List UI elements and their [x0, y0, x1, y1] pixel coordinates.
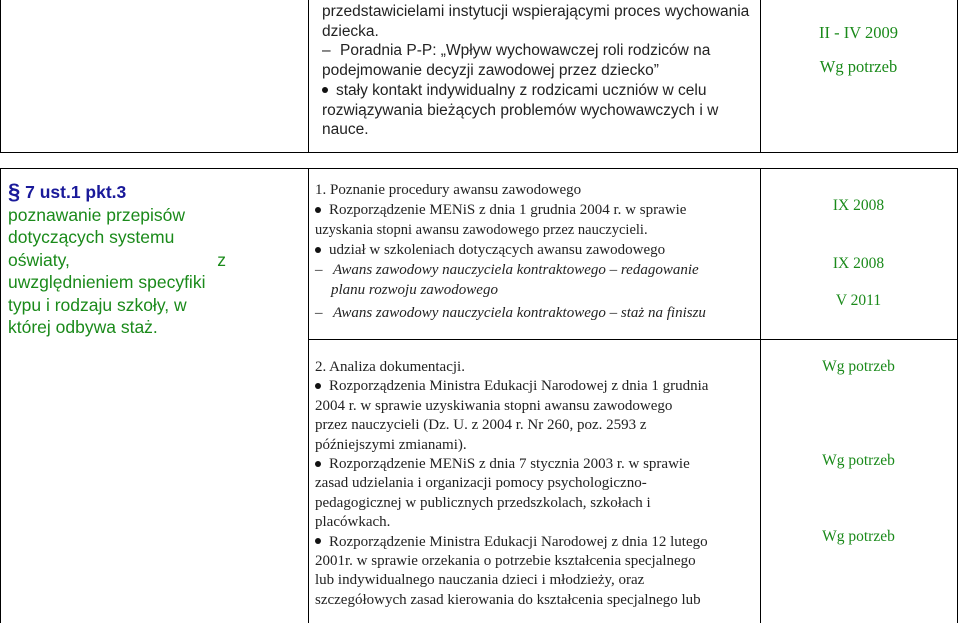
top-activity-text [322, 2, 760, 140]
text-line: poznawanie przepisów [8, 204, 186, 225]
bullet-icon [315, 383, 321, 389]
text-line: planu rozwoju zawodowego [331, 282, 498, 298]
table-divider-2-mid [760, 168, 761, 623]
bullet-icon [322, 87, 328, 93]
table-subrow-divider [308, 339, 958, 340]
dash-item: – Awans zawodowy nauczyciela kontraktowego – staż na finiszu [315, 305, 706, 321]
bullet-icon [315, 461, 321, 467]
text-line: nauce. [322, 121, 369, 139]
procedure-section [315, 180, 755, 323]
analysis-date-3: Wg potrzeb [822, 528, 895, 545]
analysis-date-2: Wg potrzeb [822, 452, 895, 469]
text-line: lub indywidualnego nauczania dzieci i młodzieży, oraz [315, 572, 645, 589]
text-line: przez nauczycieli (Dz. U. z 2004 r. Nr 260, poz. 2593 z [315, 417, 647, 434]
analysis-date-1: Wg potrzeb [822, 358, 895, 375]
table-divider-1-top [308, 0, 309, 153]
date-text: V 2011 [835, 292, 882, 309]
dash-item: – Awans zawodowy nauczyciela kontraktowego – redagowanie [315, 262, 699, 278]
text-line: przedstawicielami instytucji wspierającymi proces wychowania [322, 3, 750, 20]
date-text: IX 2008 [832, 255, 885, 272]
text-line: dotyczących systemu [8, 227, 175, 247]
text-line: rozwiązywania bieżących problemów wychowawczych i w [322, 101, 719, 119]
text-line: zasad udzielania i organizacji pomocy psychologiczno- [315, 475, 647, 492]
text-line: oświaty, z [8, 249, 226, 270]
bullet-item: udział w szkoleniach dotyczących awansu zawodowego [315, 240, 755, 260]
bullet-icon [315, 247, 321, 253]
text-line: pedagogicznej w publicznych przedszkolach, szkołach i [315, 494, 651, 511]
text-line: 2001r. w sprawie orzekania o potrzebie kształcenia specjalnego [315, 553, 696, 570]
text-line: dziecka. [322, 22, 379, 40]
section-description [8, 181, 226, 339]
text-line: placówkach. [315, 514, 391, 531]
date-text: IX 2008 [832, 197, 885, 214]
table-border-left [0, 0, 1, 153]
bullet-item: Rozporządzenia Ministra Edukacji Narodowej z dnia 1 grudnia [315, 377, 755, 396]
text-line: późniejszymi zmianami). [315, 436, 467, 453]
table-border-left-mid [0, 168, 1, 623]
text-line: podejmowanie decyzji zawodowej przez dziecko” [322, 62, 659, 80]
bullet-item: Rozporządzenie MENiS z dnia 1 grudnia 2004 r. w sprawie [315, 200, 755, 220]
bullet-item: stały kontakt indywidualny z rodzicami uczniów w celu [322, 81, 760, 101]
bullet-icon [315, 538, 321, 544]
table-divider-2-top [760, 0, 761, 153]
table-row-top-mid [0, 168, 958, 169]
paragraph-symbol-icon: § [8, 179, 21, 204]
bullet-item: Rozporządzenie Ministra Edukacji Narodowej z dnia 12 lutego [315, 533, 755, 552]
date-text: Wg potrzeb [819, 57, 898, 76]
text-line: uzyskania stopni awansu zawodowego przez nauczycieli. [315, 222, 648, 238]
text-line: której odbywa staż. [8, 317, 158, 337]
text-line: szczegółowych zasad kierowania do kształcenia specjalnego lub [315, 591, 701, 608]
section-heading [8, 181, 226, 204]
text-line: 2004 r. w sprawie uzyskiwania stopni awansu zawodowego [315, 397, 673, 414]
text-line: uwzględnieniem specyfiki [8, 272, 206, 292]
procedure-title: 1. Poznanie procedury awansu zawodowego [315, 182, 582, 198]
dash-item: – Poradnia P-P: „Wpływ wychowawczej roli rodziców na [322, 42, 711, 60]
bullet-item: Rozporządzenie MENiS z dnia 7 stycznia 2003 r. w sprawie [315, 455, 755, 474]
analysis-section [315, 358, 755, 610]
table-row-bottom-top [0, 152, 958, 153]
text-line: typu i rodzaju szkoły, w [8, 294, 187, 315]
table-border-right-mid [957, 168, 958, 623]
top-dates [767, 22, 950, 78]
bullet-icon [315, 207, 321, 213]
table-border-right-top [957, 0, 958, 153]
analysis-title: 2. Analiza dokumentacji. [315, 359, 465, 375]
date-text: II - IV 2009 [819, 23, 898, 42]
table-divider-1-mid [308, 168, 309, 623]
section-ref: 7 ust.1 pkt.3 [25, 182, 127, 202]
